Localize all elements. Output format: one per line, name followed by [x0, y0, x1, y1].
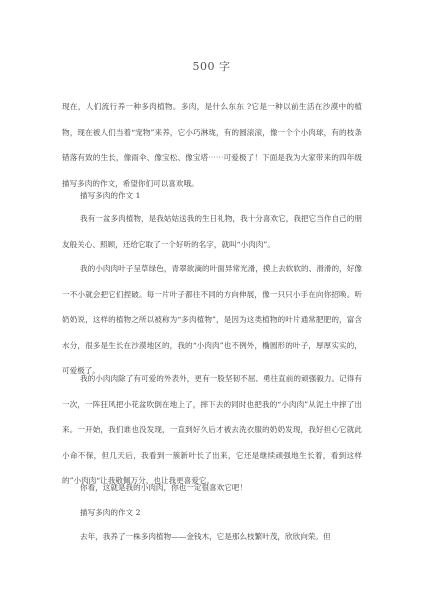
document-title: 500 字: [192, 60, 231, 73]
essay2-paragraph-1: 去年，我养了一株多肉植物——金钱木，它是那么枝繁叶茂，欣欣向荣。但: [80, 532, 331, 541]
essay1-paragraph-1: 我有一盆多肉植物，是我姑姑送我的生日礼物，我十分喜欢它，我把它当作自己的朋友般关心、照顾，还给它取了一个好听的名字，就叫“小肉肉”。: [62, 214, 362, 249]
essay1-paragraph-2: 我的小肉肉叶子呈草绿色，青翠欲滴的叶面异常光滑，摸上去软软的、滑滑的，好像一不小就会把它们捏破。每一片叶子都往不同的方向伸展，像一只只小手在向你招唤。听奶奶说，这样的植物之所以被称为“多肉植物”，是因为这类植物的叶片通常肥肥的，富含水分，很多是生长在沙漠地区的，我的“小肉肉”也不例外，椭圆形的叶子，厚厚实实的，可爱极了。: [62, 264, 362, 375]
essay1-paragraph-4: 你看，这就是我的小肉肉，你也一定很喜欢它吧！: [80, 483, 248, 492]
essay-heading-2: 描写多肉的作文 2: [80, 508, 141, 517]
intro-paragraph: 现在，人们流行养一种多肉植物。多肉，是什么东东 ?它是一种以前生活在沙漠中的植物，现在被人们当着“宠物”来养，它小巧淋珑，有的圆滚滚，像一个个小肉球，有的枝条错落有致的生长，像雨伞、像宝松、像宝塔⋯⋯可爱极了！下面是我为大家带来的四年级描写多肉的作文，希望你们可以喜欢哦。: [62, 102, 362, 188]
essay-heading-1: 描写多肉的作文 1: [80, 191, 141, 200]
essay1-paragraph-3: 我的小肉肉除了有可爱的外表外，更有一股坚韧不屈、勇往直前的顽强毅力。记得有一次，一阵狂风把小花盆吹倒在地上了，摔下去的同时也把我的“小肉肉”从泥土中摔了出来。一开始，我们谁也没发现，一直到好久后才被去洗衣服的奶奶发现，我好担心它就此小命不保，但几天后，我看到一簇新叶长了出来，它还是继续顽强地生长着，看到这样的”小肉肉“让我敬佩万分，也让我更喜爱它。: [62, 374, 362, 485]
